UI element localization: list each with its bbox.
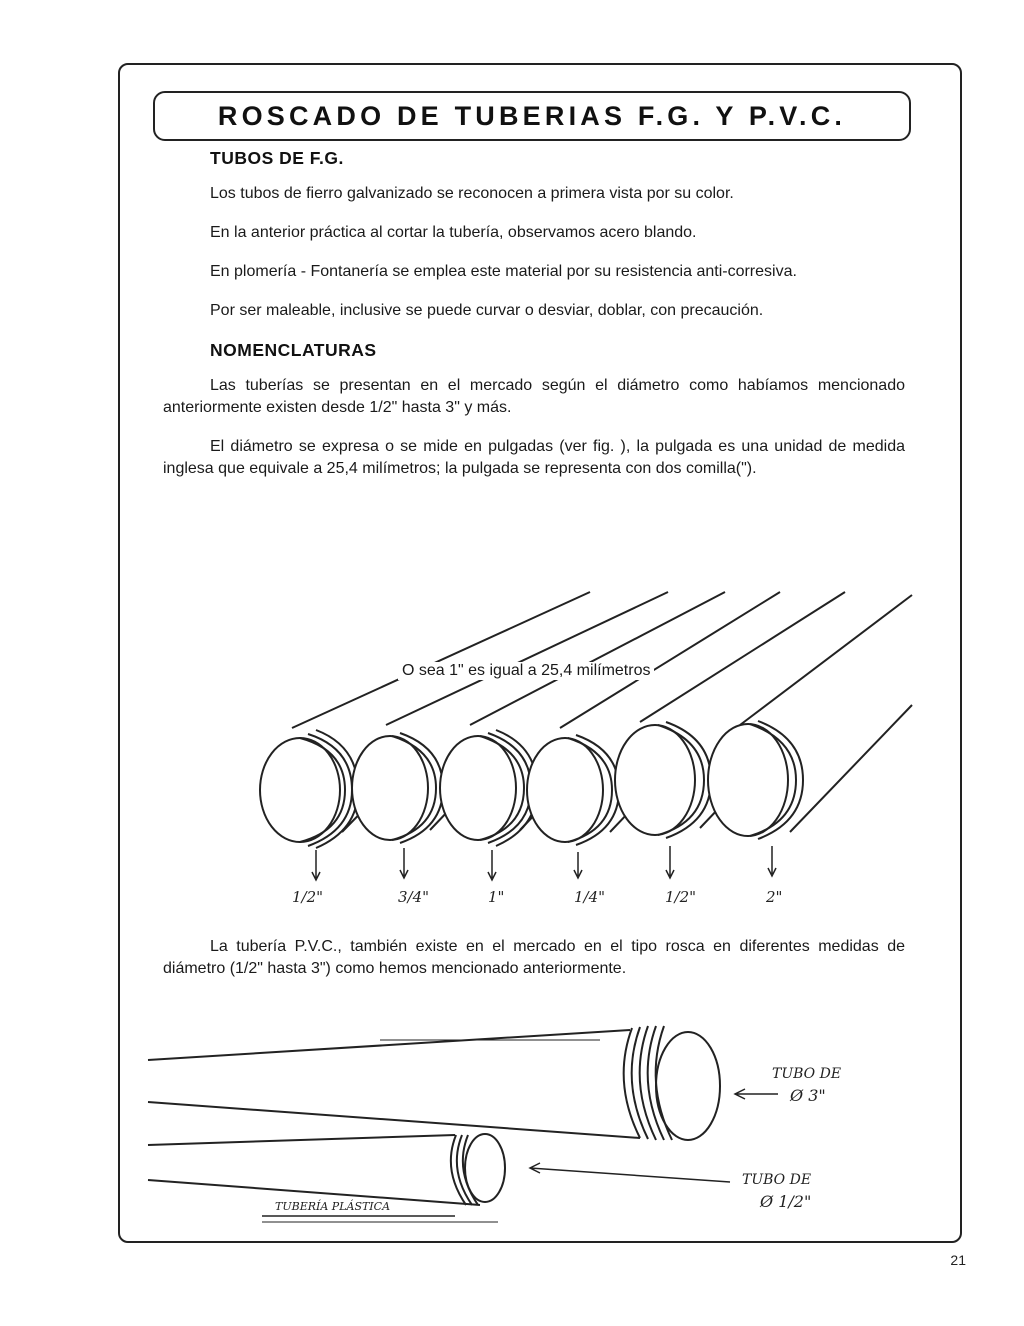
paragraph-fg-2: En la anterior práctica al cortar la tubería, observamos acero blando. [210, 224, 697, 241]
size-label-6: 2" [766, 888, 783, 906]
pipe-two-inch [708, 595, 912, 839]
paragraph-pvc: La tubería P.V.C., también existe en el mercado en el tipo rosca en diferentes medidas de diámetro (1/2" hasta 3") como hemos mencionado anteriormente. [163, 938, 905, 977]
page-title: ROSCADO DE TUBERIAS F.G. Y P.V.C. [217, 100, 847, 131]
heading-nomenclaturas: NOMENCLATURAS [210, 340, 377, 360]
size-label-3: 1" [488, 888, 505, 906]
size-label-4: 1/4" [574, 888, 606, 906]
label-tubo-small-2: Ø 1/2" [760, 1192, 812, 1211]
figure-caption: O sea 1" es igual a 25,4 milímetros [398, 662, 654, 680]
label-tubo-big-2: Ø 3" [790, 1086, 826, 1105]
paragraph-fg-1: Los tubos de fierro galvanizado se reconocen a primera vista por su color. [210, 185, 734, 202]
heading-tubos-fg: TUBOS DE F.G. [210, 148, 344, 168]
paragraph-nom-2: El diámetro se expresa o se mide en pulgadas (ver fig. ), la pulgada es una unidad de medida inglesa que equivale a 25,4 milímetros; la pulgada se representa con dos comilla("). [163, 438, 905, 477]
paragraph-nom-1: Las tuberías se presentan en el mercado según el diámetro como habíamos mencionado anteriormente existen desde 1/2" hasta 3" y más. [163, 377, 905, 416]
size-label-1: 1/2" [292, 888, 324, 906]
text-content [163, 148, 905, 480]
label-tubo-big-1: TUBO DE [772, 1066, 842, 1082]
pipe-three-inch [148, 1026, 720, 1140]
paragraph-fg-4: Por ser maleable, inclusive se puede curvar o desviar, doblar, con precaución. [210, 302, 764, 319]
size-label-5: 1/2" [665, 888, 697, 906]
pipe-half-inch-pvc [148, 1134, 505, 1205]
threaded-pipes-figure [240, 585, 930, 885]
title-box [153, 91, 911, 141]
label-tubo-small-1: TUBO DE [742, 1172, 812, 1188]
pvc-pipes-figure [140, 1015, 860, 1230]
paragraph-fg-3: En plomería - Fontanería se emplea este material por su resistencia anti-corresiva. [210, 263, 797, 280]
size-label-2: 3/4" [398, 888, 430, 906]
page-number: 21 [950, 1252, 966, 1268]
label-tuberia-plastica: TUBERÍA PLÁSTICA [275, 1200, 391, 1213]
